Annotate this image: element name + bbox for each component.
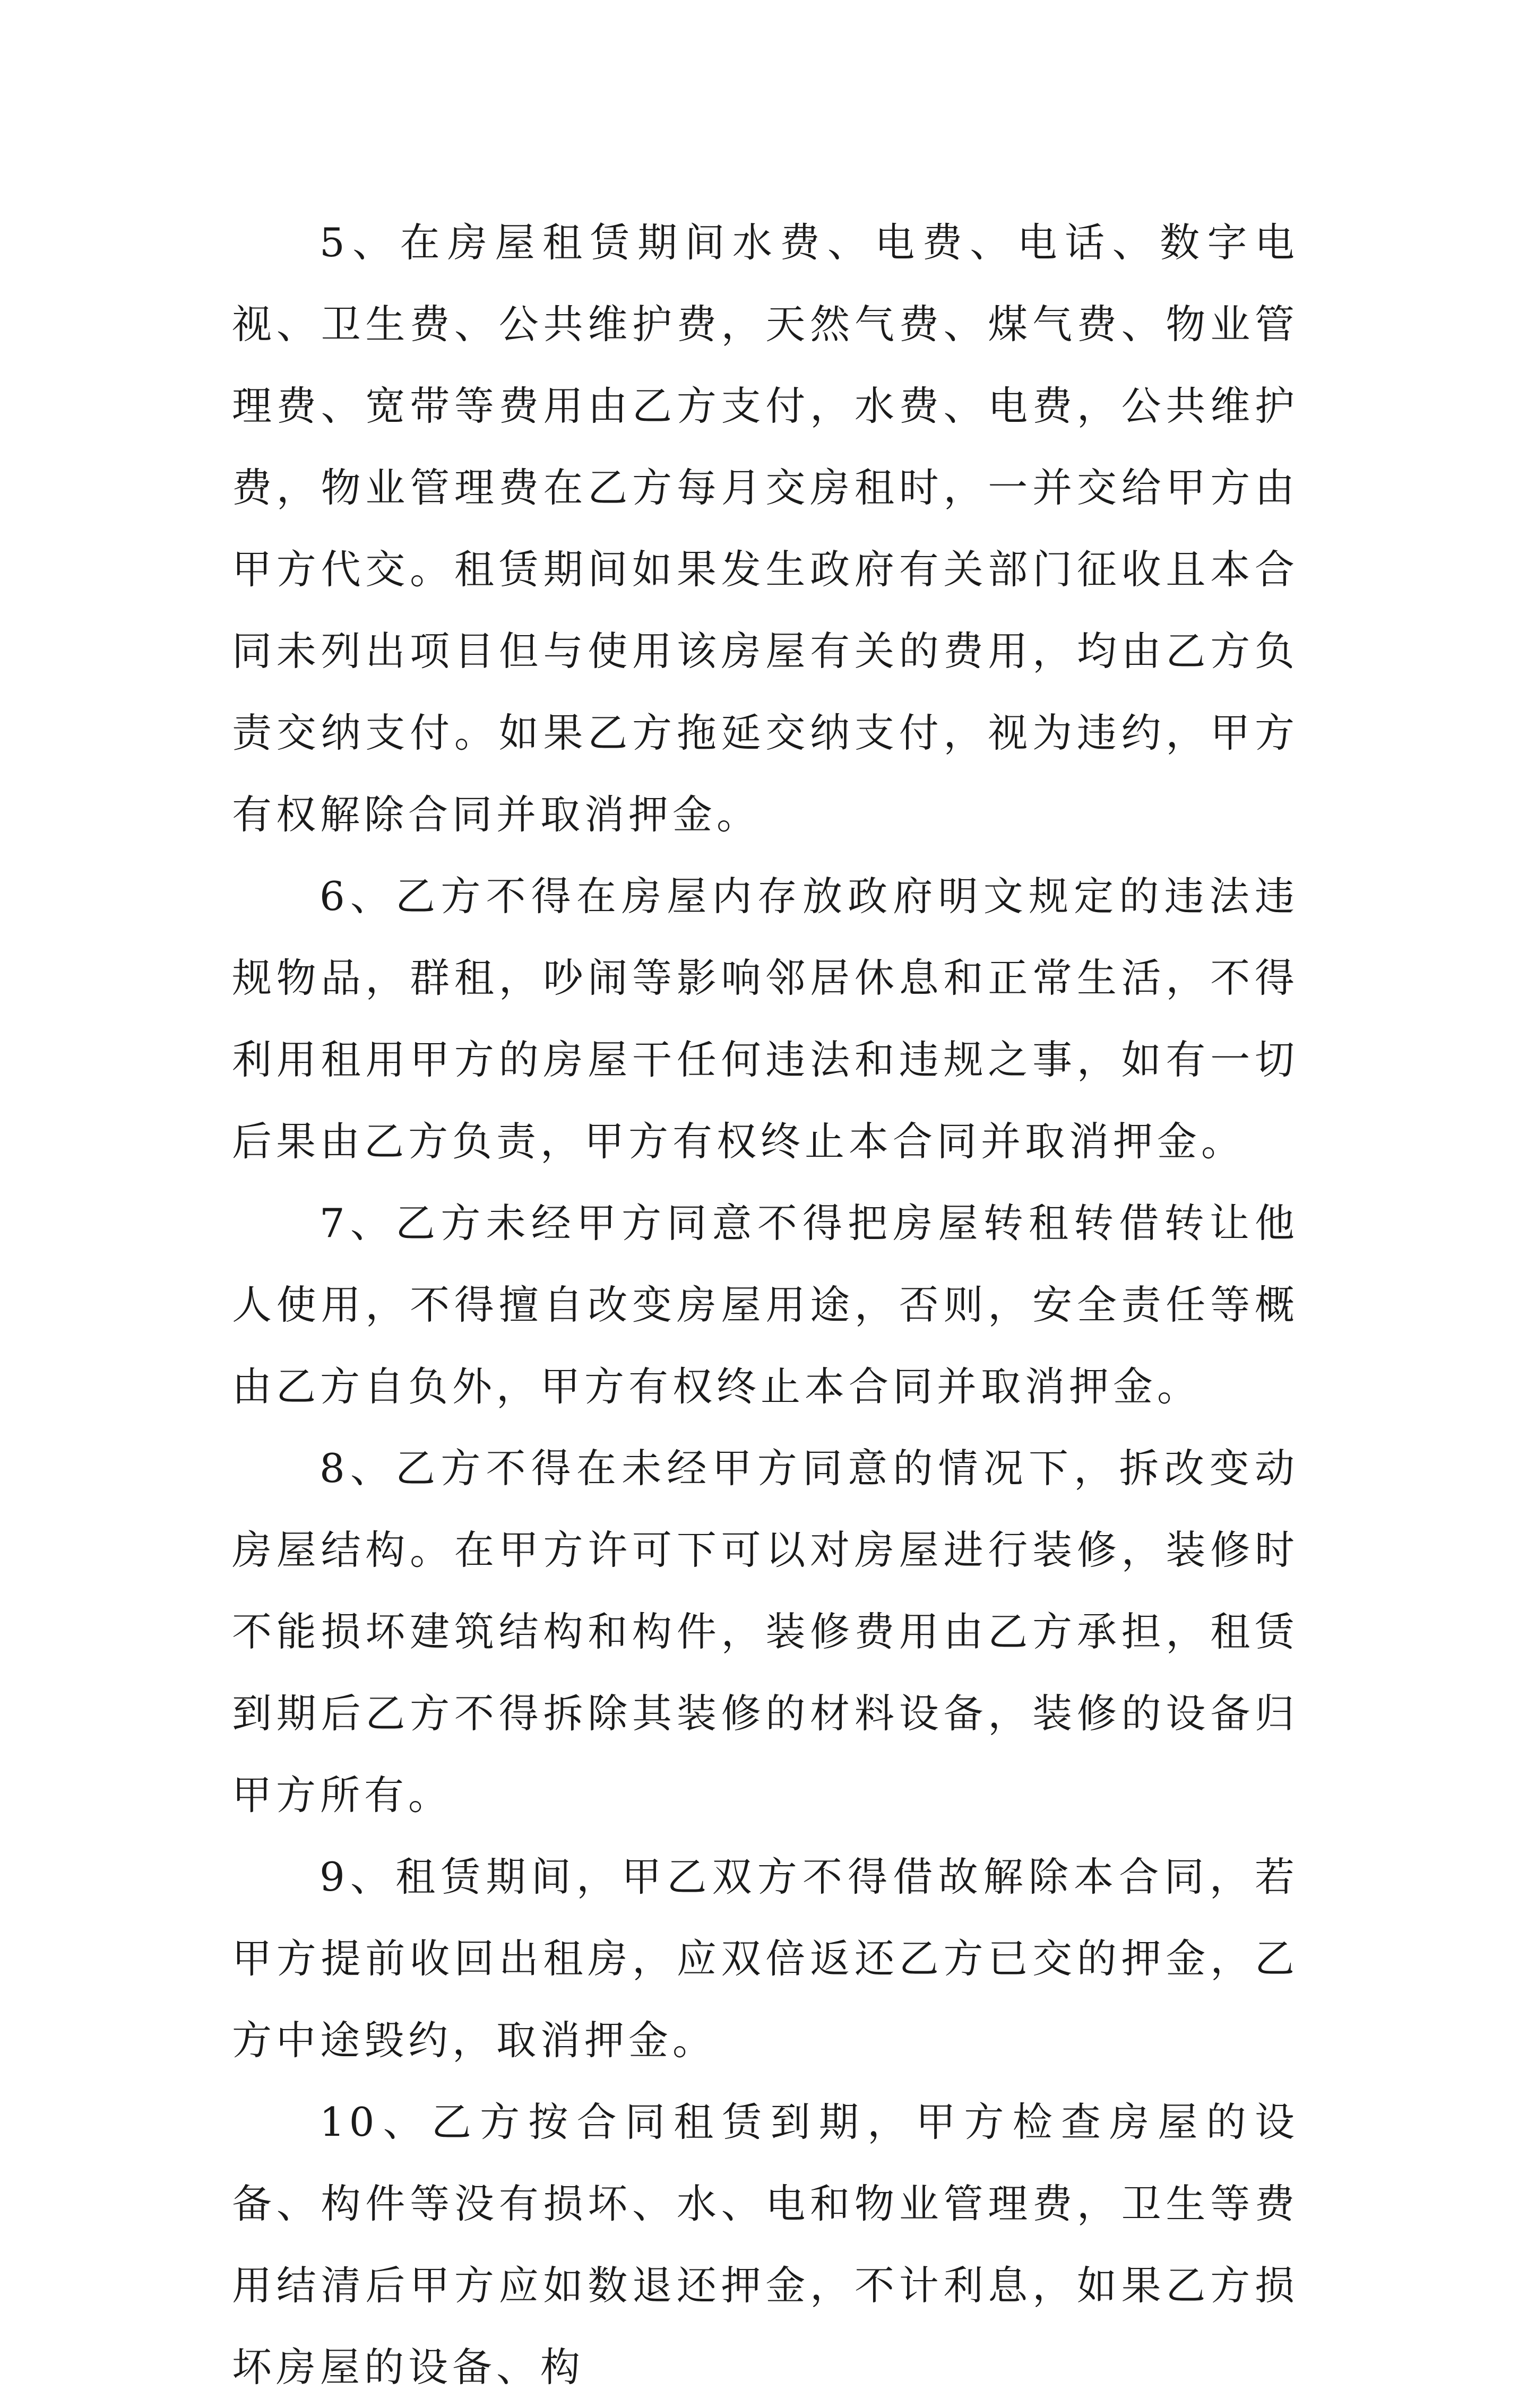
clause-7: 7、乙方未经甲方同意不得把房屋转租转借转让他人使用，不得擅自改变房屋用途，否则，安全责任等概由乙方自负外，甲方有权终止本合同并取消押金。 — [232, 1200, 1299, 1410]
contract-body — [232, 202, 1299, 2408]
clause-6: 6、乙方不得在房屋内存放政府明文规定的违法违规物品，群租，吵闹等影响邻居休息和正常生活，不得利用租用甲方的房屋干任何违法和违规之事，如有一切后果由乙方负责，甲方有权终止本合同并取消押金。 — [232, 873, 1299, 1165]
clause-10: 10、乙方按合同租赁到期，甲方检查房屋的设备、构件等没有损坏、水、电和物业管理费，卫生等费用结清后甲方应如数退还押金，不计利息，如果乙方损坏房屋的设备、构 — [232, 2099, 1299, 2390]
clause-8: 8、乙方不得在未经甲方同意的情况下，拆改变动房屋结构。在甲方许可下可以对房屋进行装修，装修时不能损坏建筑结构和构件，装修费用由乙方承担，租赁到期后乙方不得拆除其装修的材料设备，装修的设备归甲方所有。 — [232, 1445, 1299, 1818]
clause-9: 9、租赁期间，甲乙双方不得借故解除本合同，若甲方提前收回出租房，应双倍返还乙方已交的押金，乙方中途毁约，取消押金。 — [232, 1853, 1299, 2064]
clause-5: 5、在房屋租赁期间水费、电费、电话、数字电视、卫生费、公共维护费，天然气费、煤气费、物业管理费、宽带等费用由乙方支付，水费、电费，公共维护费，物业管理费在乙方每月交房租时，一并交给甲方由甲方代交。租赁期间如果发生政府有关部门征收且本合同未列出项目但与使用该房屋有关的费用，均由乙方负责交纳支付。如果乙方拖延交纳支付，视为违约，甲方有权解除合同并取消押金。 — [232, 219, 1299, 838]
